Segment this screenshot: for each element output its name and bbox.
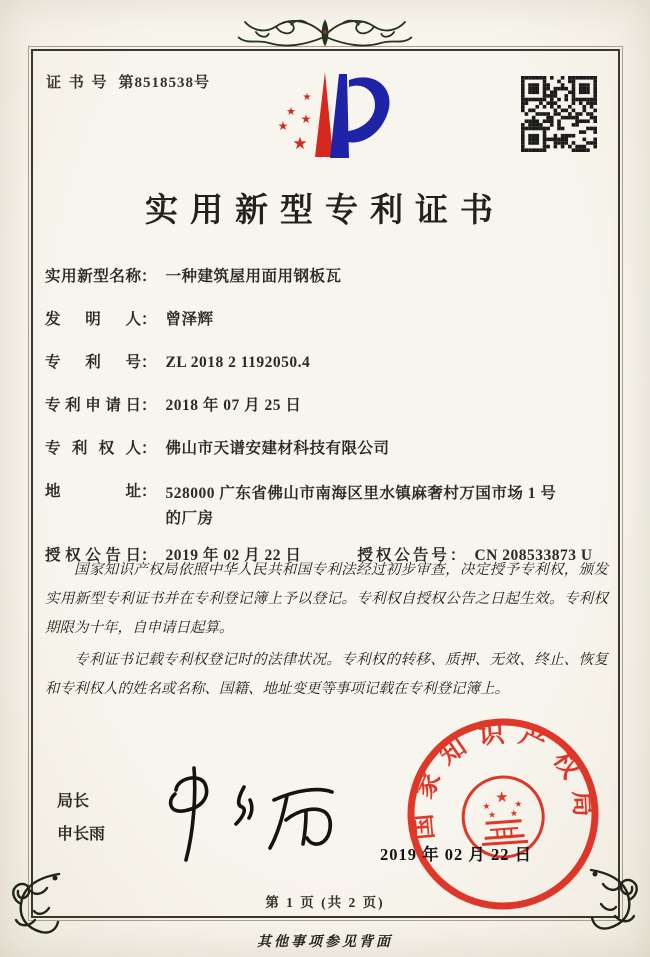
field-label: 地址 [45,483,141,500]
colon: ： [141,311,157,328]
field-row-patent-number [45,352,610,374]
certificate-fields [45,266,610,588]
qr-code-icon [521,76,597,152]
certificate-number [46,71,210,92]
legal-text [45,556,608,707]
field-label: 授权公告日 [45,547,141,564]
field-value: ZL 2018 2 1192050.4 [165,354,311,371]
field-value: 2019 年 02 月 22 日 [165,547,302,564]
footer-note: 其他事项参见背面 [257,935,393,950]
svg-text:★: ★ [277,119,289,133]
certificate-title: 实用新型专利证书 [145,193,505,229]
certificate-number-label: 证 书 号 [46,75,109,91]
field-value: 2018 年 07 月 25 日 [165,397,302,414]
colon: ： [141,440,157,457]
field-row-patentee [45,438,610,460]
field-row-inventor [45,309,610,331]
field-value: 一种建筑屋用面用钢板瓦 [165,268,342,285]
field-label: 发明人 [45,311,141,328]
svg-text:★: ★ [300,112,312,126]
field-value: CN 208533873 U [474,547,593,564]
field-label: 实用新型名称 [45,268,141,285]
field-label: 授权公告号 [357,547,450,564]
colon: ： [141,547,157,564]
field-label: 专利申请日 [45,397,141,414]
top-ornament-icon [225,6,425,58]
officer-block [57,785,105,851]
colon: ： [141,354,157,371]
field-value: 佛山市天谱安建材科技有限公司 [165,440,390,457]
seal-date: 2019 年 02 月 22 日 [380,845,533,864]
svg-text:★: ★ [514,799,523,811]
svg-text:★: ★ [482,801,491,813]
svg-text:★: ★ [494,787,510,807]
svg-text:★: ★ [286,105,296,118]
field-row-address [45,481,610,531]
corner-flourish-bottom-left-icon [5,870,63,938]
colon: ： [449,547,466,564]
field-value: 528000 广东省佛山市南海区里水镇麻奢村万国市场 1 号的厂房 [165,485,557,527]
legal-paragraph-1: 国家知识产权局依照中华人民共和国专利法经过初步审查，决定授予专利权，颁发实用新型专利证书并在专利登记簿上予以登记。专利权自授权公告之日起生效。专利权期限为十年，自申请日起算。 [45,562,608,636]
certificate-number-value: 第8518538号 [118,75,211,91]
signature-icon [148,760,338,872]
seal-text: 国家知识产权局 [406,717,599,842]
colon: ： [141,268,157,285]
colon: ： [141,397,157,414]
field-row-utility-model-name [45,266,610,288]
field-label: 专利号 [45,354,141,371]
corner-flourish-bottom-right-icon [587,866,645,934]
officer-title: 局长 [57,793,90,810]
colon: ： [141,483,157,500]
officer-name: 申长雨 [57,826,106,843]
svg-text:★: ★ [292,134,308,154]
svg-text:★: ★ [487,810,497,822]
svg-text:★: ★ [509,808,519,820]
field-row-filing-date [45,395,610,417]
field-value: 曾泽辉 [165,311,214,328]
legal-paragraph-2: 专利证书记载专利权登记时的法律状况。专利权的转移、质押、无效、终止、恢复和专利权人的姓名或名称、国籍、地址变更等事项记载在专利登记簿上。 [45,652,608,697]
page-number: 第 1 页 (共 2 页) [265,895,385,910]
svg-text:★: ★ [302,92,312,103]
field-label: 专利权人 [45,440,141,457]
cnipa-logo-icon [245,60,405,175]
